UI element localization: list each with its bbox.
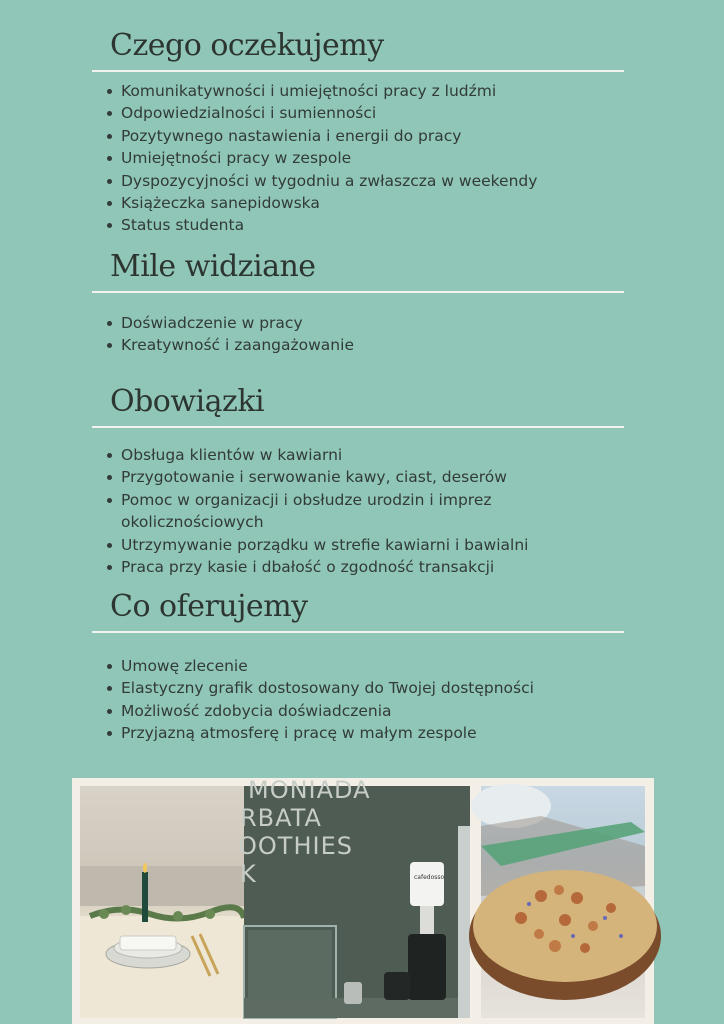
list-welcome (105, 312, 565, 357)
divider (92, 70, 624, 72)
divider (92, 291, 624, 293)
grinder-label: cafedosso (414, 874, 445, 881)
photo-collage (72, 778, 654, 1024)
list-item: Umiejętności pracy w zespole (105, 147, 565, 169)
list-item: Kreatywność i zaangażowanie (105, 334, 565, 356)
list-item: Przygotowanie i serwowanie kawy, ciast, deserów (105, 466, 565, 488)
list-item: Status studenta (105, 214, 565, 236)
heading-expectations: Czego oczekujemy (110, 28, 384, 63)
divider (92, 631, 624, 633)
list-duties (105, 444, 565, 578)
cake-illustration (481, 786, 645, 1018)
section-expectations (92, 26, 624, 72)
list-item: Praca przy kasie i dbałość o zgodność transakcji (105, 556, 565, 578)
wall-text-line: OOTHIES (238, 832, 353, 860)
list-item: Przyjazną atmosferę i pracę w małym zespole (105, 722, 565, 744)
photo-table-setting (80, 786, 244, 1018)
list-offer (105, 655, 565, 745)
counter-illustration (244, 786, 470, 1018)
table-setting-illustration (80, 786, 244, 1018)
wall-text-line: K (240, 860, 257, 888)
list-item: Komunikatywności i umiejętności pracy z ludźmi (105, 80, 565, 102)
section-duties (92, 382, 624, 428)
list-item: Obsługa klientów w kawiarni (105, 444, 565, 466)
section-welcome (92, 247, 624, 293)
list-item: Odpowiedzialności i sumienności (105, 102, 565, 124)
list-item: Umowę zlecenie (105, 655, 565, 677)
list-item: Dyspozycyjności w tygodniu a zwłaszcza w weekendy (105, 170, 565, 192)
list-item: Pomoc w organizacji i obsłudze urodzin i imprez okolicznościowych (105, 489, 565, 534)
list-item: Możliwość zdobycia doświadczenia (105, 700, 565, 722)
list-item: Pozytywnego nastawienia i energii do pracy (105, 125, 565, 147)
heading-welcome: Mile widziane (110, 249, 316, 284)
section-offer (92, 587, 624, 633)
list-expectations (105, 80, 565, 237)
list-item: Utrzymywanie porządku w strefie kawiarni i bawialni (105, 534, 565, 556)
list-item: Elastyczny grafik dostosowany do Twojej dostępności (105, 677, 565, 699)
heading-offer: Co oferujemy (110, 589, 308, 624)
list-item: Książeczka sanepidowska (105, 192, 565, 214)
list-item: Doświadczenie w pracy (105, 312, 565, 334)
photo-cake (481, 786, 645, 1018)
photo-cafe-counter (238, 776, 470, 1018)
wall-text-line: MONIADA (248, 776, 371, 804)
wall-text-line: RBATA (240, 804, 322, 832)
heading-duties: Obowiązki (110, 384, 265, 419)
divider (92, 426, 624, 428)
